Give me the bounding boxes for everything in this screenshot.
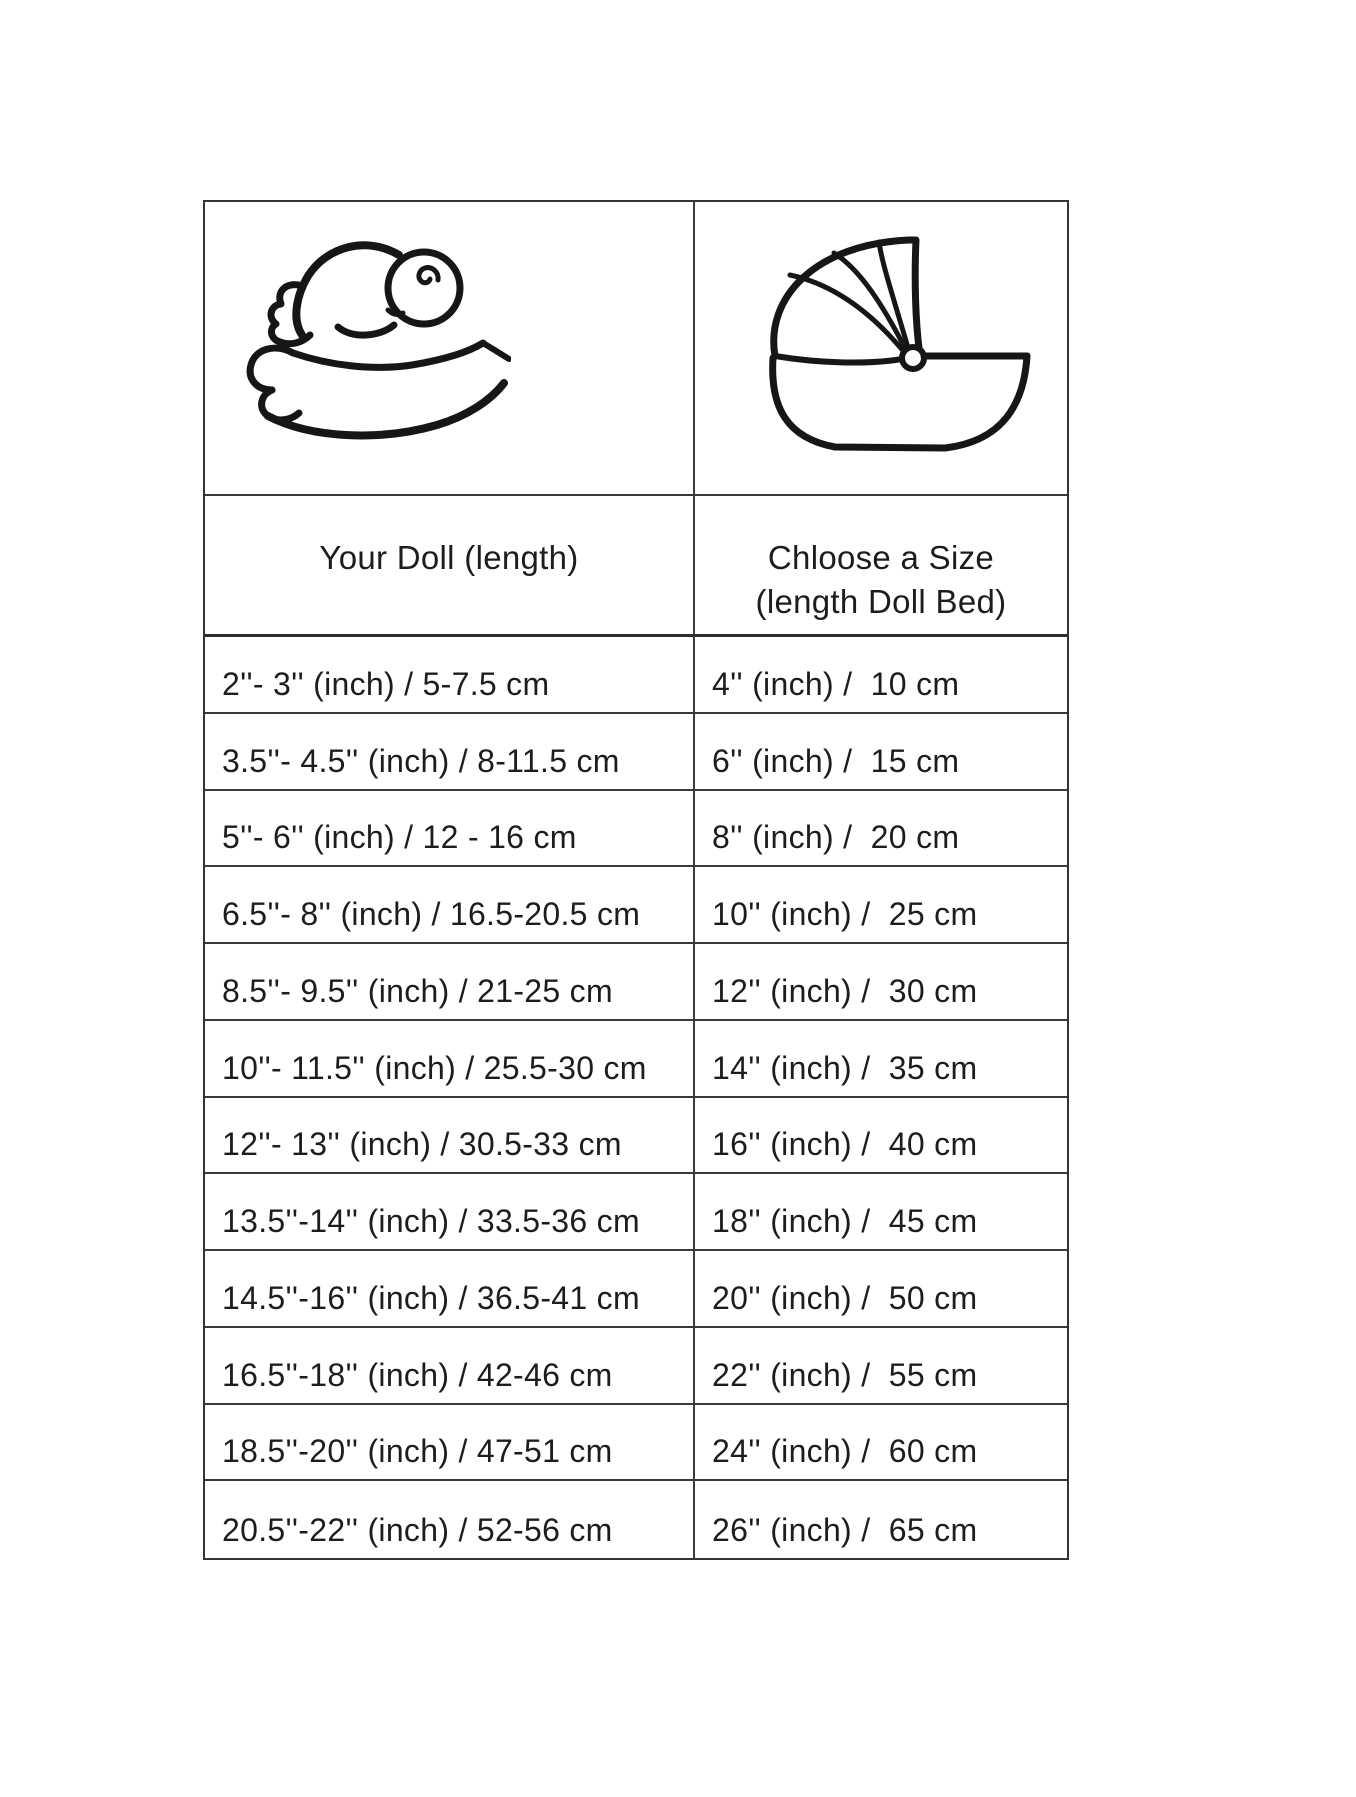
baby-in-hand-icon <box>231 224 511 456</box>
bed-image-cell <box>695 202 1067 496</box>
bed-size-cell: 24'' (inch) / 60 cm <box>695 1405 1067 1482</box>
doll-bassinet-icon <box>737 226 1033 472</box>
bed-size-cell: 16'' (inch) / 40 cm <box>695 1098 1067 1175</box>
bed-size-cell: 14'' (inch) / 35 cm <box>695 1021 1067 1098</box>
doll-length-cell: 6.5''- 8'' (inch) / 16.5-20.5 cm <box>205 867 695 944</box>
bed-size-cell: 10'' (inch) / 25 cm <box>695 867 1067 944</box>
bed-column-header-line1: Chloose a Size <box>767 539 995 576</box>
bed-size-cell: 22'' (inch) / 55 cm <box>695 1328 1067 1405</box>
bed-column-header <box>695 496 1067 637</box>
bed-size-cell: 4'' (inch) / 10 cm <box>695 637 1067 714</box>
doll-length-cell: 8.5''- 9.5'' (inch) / 21-25 cm <box>205 944 695 1021</box>
doll-length-cell: 10''- 11.5'' (inch) / 25.5-30 cm <box>205 1021 695 1098</box>
doll-length-cell: 16.5''-18'' (inch) / 42-46 cm <box>205 1328 695 1405</box>
bed-size-cell: 12'' (inch) / 30 cm <box>695 944 1067 1021</box>
doll-bed-size-chart <box>203 200 1069 1560</box>
doll-column-header <box>205 496 695 637</box>
bed-size-cell: 18'' (inch) / 45 cm <box>695 1174 1067 1251</box>
doll-length-cell: 5''- 6'' (inch) / 12 - 16 cm <box>205 791 695 868</box>
bed-column-header-line2: (length Doll Bed) <box>755 583 1007 620</box>
doll-length-cell: 20.5''-22'' (inch) / 52-56 cm <box>205 1481 695 1558</box>
doll-length-cell: 18.5''-20'' (inch) / 47-51 cm <box>205 1405 695 1482</box>
doll-length-cell: 14.5''-16'' (inch) / 36.5-41 cm <box>205 1251 695 1328</box>
doll-column-header-label: Your Doll (length) <box>319 539 579 576</box>
bed-size-cell: 8'' (inch) / 20 cm <box>695 791 1067 868</box>
doll-length-cell: 13.5''-14'' (inch) / 33.5-36 cm <box>205 1174 695 1251</box>
bed-size-cell: 26'' (inch) / 65 cm <box>712 1512 978 1548</box>
bed-size-cell: 20'' (inch) / 50 cm <box>695 1251 1067 1328</box>
bed-size-cell: 6'' (inch) / 15 cm <box>695 714 1067 791</box>
doll-length-cell: 3.5''- 4.5'' (inch) / 8-11.5 cm <box>205 714 695 791</box>
doll-length-cell: 12''- 13'' (inch) / 30.5-33 cm <box>205 1098 695 1175</box>
doll-image-cell <box>205 202 695 496</box>
doll-length-cell: 2''- 3'' (inch) / 5-7.5 cm <box>205 637 695 714</box>
